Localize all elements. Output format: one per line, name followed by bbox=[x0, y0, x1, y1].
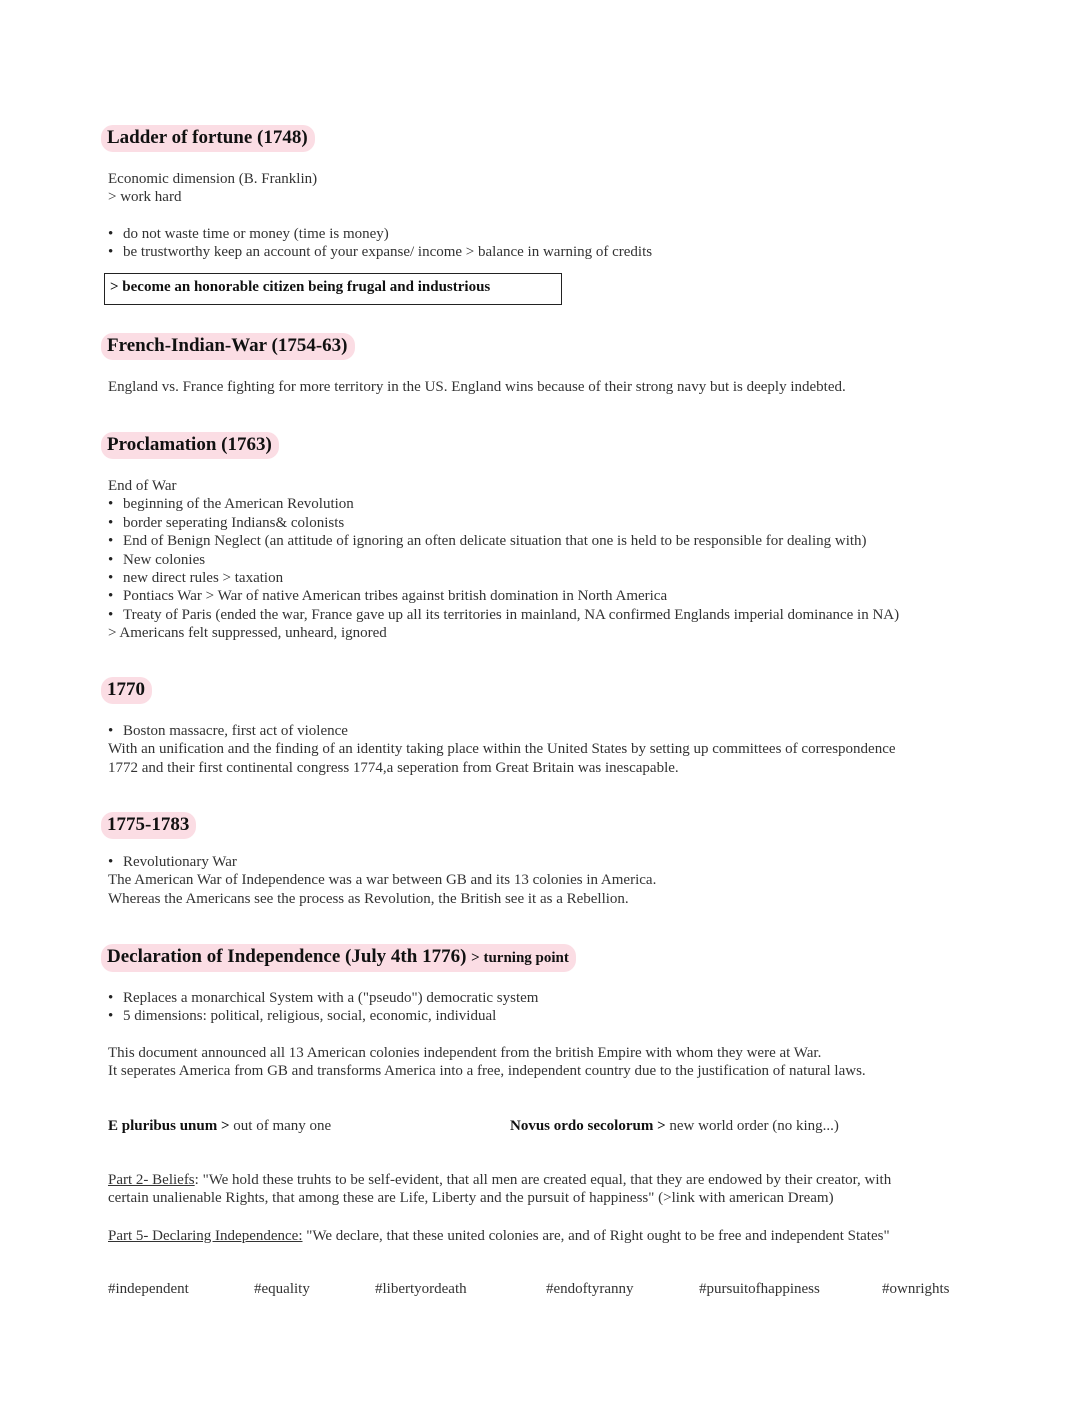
part-2-text-2: certain unalienable Rights, that among these are Life, Liberty and the pursuit of happiness" (>link with american Dream) bbox=[108, 1190, 834, 1207]
motto-novus-ordo bbox=[510, 1117, 839, 1135]
heading-french-indian-war: French-Indian-War (1754-63) bbox=[101, 333, 355, 360]
list-item: • Treaty of Paris (ended the war, France gave up all its territories in mainland, NA confirmed Englands imperial dominance in NA) bbox=[108, 606, 899, 624]
motto-1-text: out of many one bbox=[233, 1118, 332, 1134]
part-2-beliefs bbox=[108, 1171, 891, 1208]
heading-proclamation: Proclamation (1763) bbox=[101, 432, 279, 459]
section-1770-line-2: 1772 and their first continental congress 1774,a seperation from Great Britain was inescapable. bbox=[108, 759, 679, 776]
heading-ladder-of-fortune: Ladder of fortune (1748) bbox=[101, 125, 315, 152]
section-1770-body bbox=[108, 722, 896, 777]
list-item: • do not waste time or money (time is money) bbox=[108, 225, 652, 243]
declaration-line-1: This document announced all 13 American colonies independent from the british Empire with whom they were at War. bbox=[108, 1045, 822, 1061]
list-item: • new direct rules > taxation bbox=[108, 569, 899, 587]
motto-2-text: new world order (no king...) bbox=[669, 1118, 839, 1134]
ladder-intro bbox=[108, 170, 317, 207]
war-line-1: The American War of Independence was a war between GB and its 13 colonies in America. bbox=[108, 872, 657, 889]
part-2-label: Part 2- Beliefs bbox=[108, 1172, 195, 1188]
proclamation-outro: > Americans felt suppressed, unheard, ignored bbox=[108, 625, 387, 642]
proclamation-intro: End of War bbox=[108, 478, 177, 494]
heading-1775-1783: 1775-1783 bbox=[101, 812, 196, 839]
list-item: • Revolutionary War bbox=[108, 853, 656, 871]
declaration-bullets bbox=[108, 989, 538, 1026]
motto-2-bold: Novus ordo secolorum > bbox=[510, 1118, 666, 1134]
hashtag-pursuitofhappiness: #pursuitofhappiness bbox=[699, 1281, 820, 1297]
heading-1770: 1770 bbox=[101, 677, 152, 704]
motto-e-pluribus-unum bbox=[108, 1117, 331, 1135]
list-item: • New colonies bbox=[108, 551, 899, 569]
french-indian-text bbox=[108, 378, 846, 396]
french-indian-line: England vs. France fighting for more territory in the US. England wins because of their strong navy but is deeply indebted. bbox=[108, 379, 846, 395]
list-item: • 5 dimensions: political, religious, social, economic, individual bbox=[108, 1007, 538, 1025]
hashtag-ownrights: #ownrights bbox=[882, 1281, 950, 1297]
heading-declaration bbox=[101, 944, 576, 972]
list-item: • be trustworthy keep an account of your expanse/ income > balance in warning of credits bbox=[108, 243, 652, 261]
part-2-text-1: : "We hold these truhts to be self-evident, that all men are created equal, that they are endowed by their creator, with bbox=[194, 1172, 892, 1188]
hashtag-independent: #independent bbox=[108, 1281, 189, 1297]
declaration-title: Declaration of Independence (July 4th 1776) bbox=[107, 946, 467, 967]
part-5-declaring bbox=[108, 1227, 890, 1245]
part-5-label: Part 5- Declaring Independence: bbox=[108, 1228, 303, 1244]
war-line-2: Whereas the Americans see the process as Revolution, the British see it as a Rebellion. bbox=[108, 890, 629, 907]
hashtag-libertyordeath: #libertyordeath bbox=[375, 1281, 467, 1297]
part-5-text: "We declare, that these united colonies are, and of Right ought to be free and independent States" bbox=[302, 1228, 890, 1244]
list-item: • Boston massacre, first act of violence bbox=[108, 722, 896, 740]
declaration-line-2: It seperates America from GB and transforms America into a free, independent country due to the justification of natural laws. bbox=[108, 1063, 866, 1080]
list-item: • border seperating Indians& colonists bbox=[108, 514, 899, 532]
section-war-body bbox=[108, 853, 656, 908]
ladder-boxed-conclusion: > become an honorable citizen being frugal and industrious bbox=[104, 273, 562, 305]
declaration-title-suffix: > turning point bbox=[471, 950, 569, 966]
motto-1-bold: E pluribus unum > bbox=[108, 1118, 230, 1134]
list-item: • beginning of the American Revolution bbox=[108, 495, 899, 513]
ladder-bullet-list bbox=[108, 225, 652, 262]
hashtag-equality: #equality bbox=[254, 1281, 310, 1297]
proclamation-body bbox=[108, 477, 899, 643]
hashtag-endoftyranny: #endoftyranny bbox=[546, 1281, 634, 1297]
section-1770-line-1: With an unification and the finding of an identity taking place within the United States by setting up committees of correspondence bbox=[108, 741, 896, 758]
ladder-line-1: Economic dimension (B. Franklin) bbox=[108, 171, 318, 187]
ladder-line-2: > work hard bbox=[108, 189, 182, 206]
declaration-paragraph bbox=[108, 1044, 866, 1081]
list-item: • Replaces a monarchical System with a ("pseudo") democratic system bbox=[108, 989, 538, 1007]
list-item: • End of Benign Neglect (an attitude of ignoring an often delicate situation that one is held to be responsible for dealing with) bbox=[108, 532, 899, 550]
list-item: • Pontiacs War > War of native American tribes against british domination in North America bbox=[108, 587, 899, 605]
